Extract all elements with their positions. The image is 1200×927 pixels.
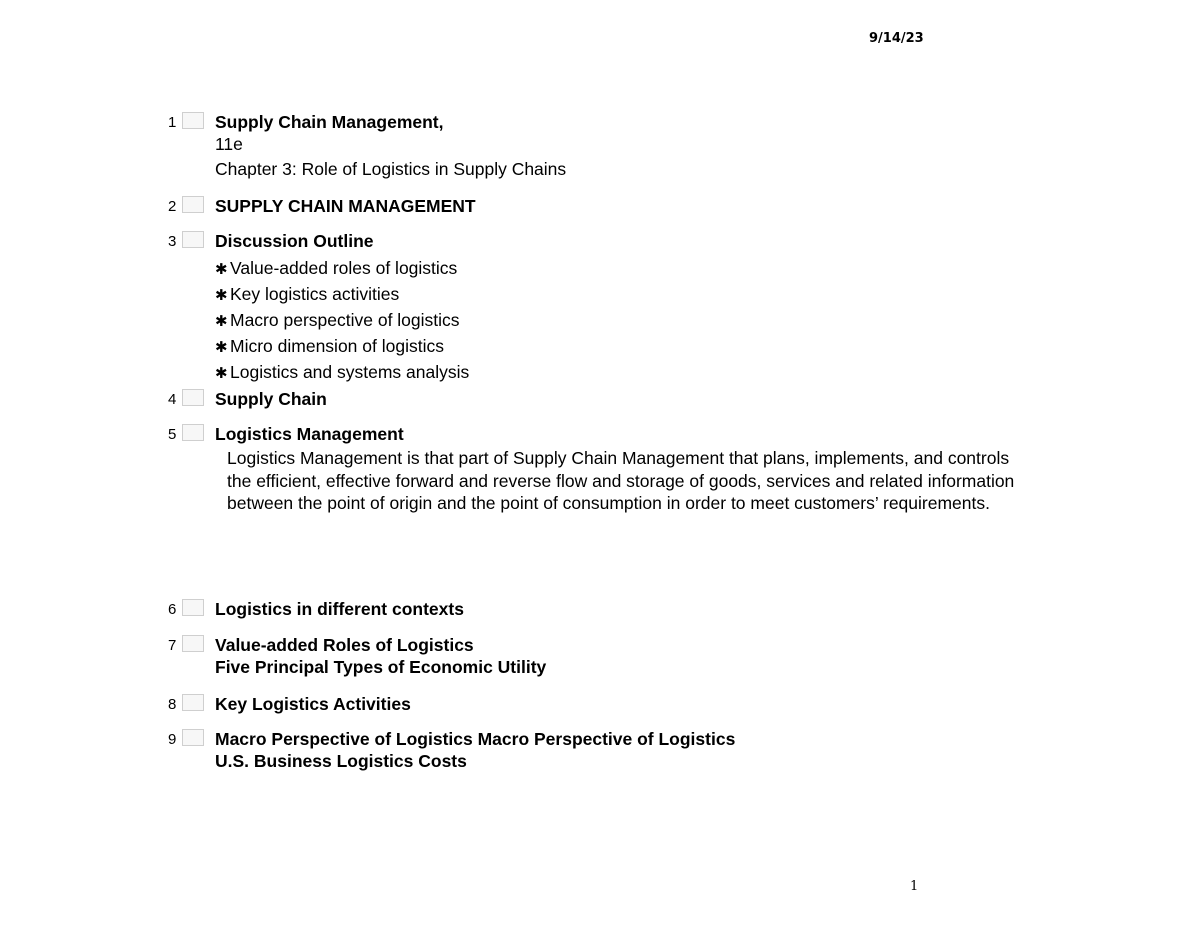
asterisk-bullet-icon: ✱ [215,339,228,356]
slide-number: 6 [168,601,177,618]
slide-thumbnail [182,599,204,616]
asterisk-bullet-icon: ✱ [215,365,228,382]
slide-title: Value-added Roles of Logistics [215,635,474,655]
slide-number: 5 [168,426,177,443]
bullet-item: ✱ Micro dimension of logistics [215,334,1048,360]
document-date: 9/14/23 [869,31,924,46]
bullet-list [215,256,1048,386]
slide-title: Discussion Outline [215,231,374,251]
bullet-item: ✱ Macro perspective of logistics [215,308,1048,334]
slide-subtitle: Chapter 3: Role of Logistics in Supply Chains [215,159,567,179]
asterisk-bullet-icon: ✱ [215,313,228,330]
slide-thumbnail [182,729,204,746]
slide-title: Logistics Management [215,424,404,444]
slide-number: 7 [168,637,177,654]
slide-thumbnail [182,112,204,129]
slide-number: 3 [168,233,177,250]
slide-title: Macro Perspective of Logistics Macro Perspective of Logistics [215,729,736,749]
slide-thumbnail [182,389,204,406]
slide-title: Supply Chain [215,389,327,409]
bullet-item: ✱ Logistics and systems analysis [215,360,1048,386]
slide-title: Logistics in different contexts [215,599,464,619]
slide-title: Supply Chain Management, [215,112,444,132]
slide-edition: 11e [215,134,243,154]
slide-number: 4 [168,391,177,408]
slide-thumbnail [182,196,204,213]
slide-number: 9 [168,731,177,748]
slide-number: 8 [168,696,177,713]
slide-thumbnail [182,231,204,248]
asterisk-bullet-icon: ✱ [215,287,228,304]
slide-title: SUPPLY CHAIN MANAGEMENT [215,196,476,216]
definition-paragraph: Logistics Management is that part of Supply Chain Management that plans, implements, and controls the efficient, effective forward and reverse flow and storage of goods, services and related information between the point of origin and the point of consumption in order to meet customers’ requirements. [227,448,1015,513]
slide-number: 1 [168,114,177,131]
page-number: 1 [910,879,919,894]
slide-subtitle: Five Principal Types of Economic Utility [215,657,547,677]
slide-thumbnail [182,694,204,711]
asterisk-bullet-icon: ✱ [215,261,228,278]
bullet-item: ✱ Value-added roles of logistics [215,256,1048,282]
slide-thumbnail [182,635,204,652]
slide-number: 2 [168,198,177,215]
bullet-item: ✱ Key logistics activities [215,282,1048,308]
slide-subtitle: U.S. Business Logistics Costs [215,751,467,771]
slide-title: Key Logistics Activities [215,694,411,714]
slide-thumbnail [182,424,204,441]
